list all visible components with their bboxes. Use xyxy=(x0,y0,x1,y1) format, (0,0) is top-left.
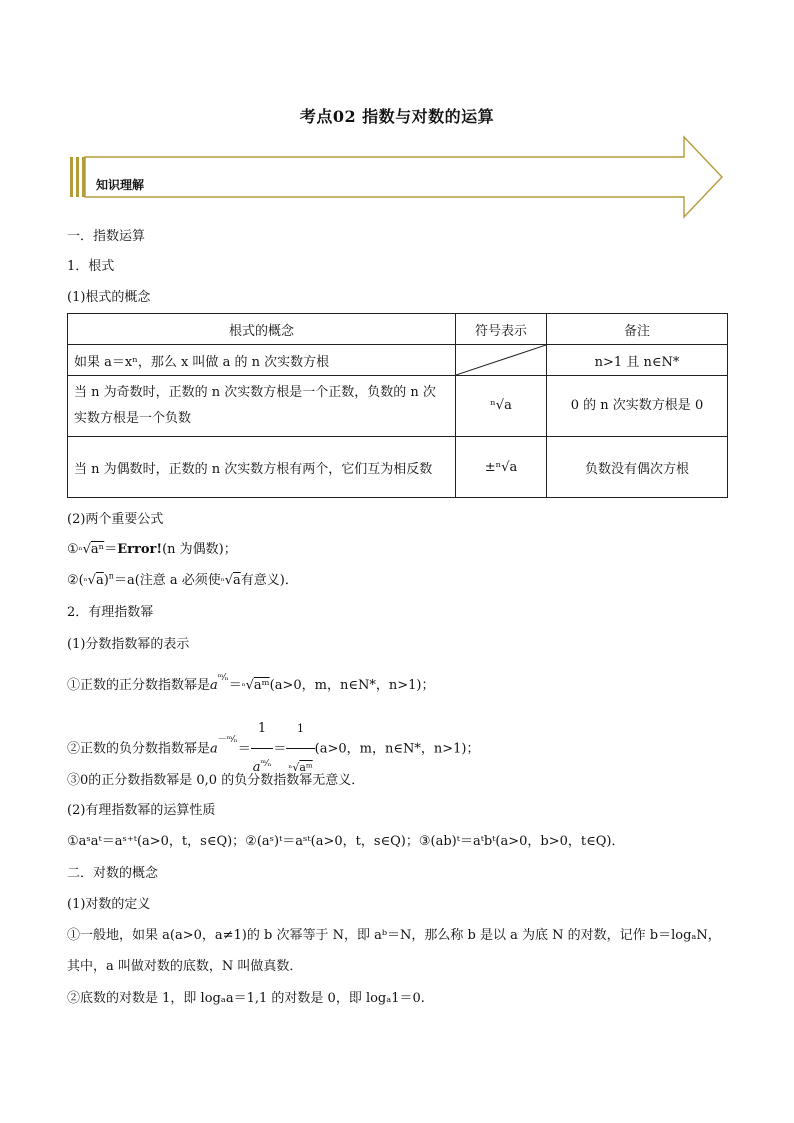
section-banner-arrow xyxy=(70,135,725,225)
radical-concept-table xyxy=(67,313,728,498)
error-text: Error! xyxy=(117,542,163,557)
table-header: 根式的概念 xyxy=(68,314,456,345)
zero-exp-note: ③0的正分数指数幂是 0,0 的负分数指数幂无意义． xyxy=(67,773,365,788)
log-definition-1b: 其中，a 叫做对数的底数，N 叫做真数． xyxy=(67,959,303,974)
formula-text: ①正数的正分数指数幂是 xyxy=(67,678,211,693)
formula-2: $②(^n√a)^n=a$(注意 a 必须使ⁿ√a有意义)． xyxy=(67,571,298,588)
formula-text: ②( xyxy=(67,573,84,588)
formula-text: ②正数的负分数指数幂是 xyxy=(67,741,211,757)
heading-log-definition: (1)对数的定义 xyxy=(67,897,151,912)
formula-text: ＝ xyxy=(104,542,118,557)
table-cell: 负数没有偶次方根 xyxy=(547,437,728,498)
heading-rational-exp: 2．有理指数幂 xyxy=(67,605,154,620)
table-cell: ±ⁿ√a xyxy=(456,437,547,498)
table-cell: n>1 且 n∈N* xyxy=(547,345,728,376)
heading-formulas: (2)两个重要公式 xyxy=(67,512,164,527)
cell-line: 实数方根是一个负数 xyxy=(74,411,192,426)
heading-exponent-ops: 一．指数运算 xyxy=(67,229,146,244)
empty-slash-cell xyxy=(456,345,547,376)
banner-label: 知识理解 xyxy=(96,178,145,192)
heading-log-concept: 二．对数的概念 xyxy=(67,866,159,881)
table-header: 符号表示 xyxy=(456,314,547,345)
formula-text: (a>0，m，n∈N*，n>1)； xyxy=(269,678,435,693)
frac-exp-positive: ①正数的正分数指数幂是$a^{ᵐ⁄_n}=^n√aᵐ(a>0$，m，n∈N*，n>1)； xyxy=(67,673,435,693)
table-cell: 当 n 为偶数时，正数的 n 次实数方根有两个，它们互为相反数 xyxy=(68,437,456,498)
log-definition-1: ①一般地，如果 a(a>0，a≠1)的 b 次幂等于 N，即 aᵇ＝N，那么称 b 是以 a 为底 N 的对数，记作 b＝logₐN， xyxy=(67,928,721,943)
exp-ops-rules: ①aˢaᵗ＝aˢ⁺ᵗ(a>0，t，s∈Q)；②(aˢ)ᵗ＝aˢᵗ(a>0，t，s∈Q)；③(ab)ᵗ＝aᵗbᵗ(a>0，b>0，t∈Q)． xyxy=(67,834,625,849)
table-row xyxy=(68,437,728,498)
heading-fraction-exp: (1)分数指数幂的表示 xyxy=(67,637,190,652)
table-cell xyxy=(68,376,456,437)
table-cell: 0 的 n 次实数方根是 0 xyxy=(547,376,728,437)
formula-1: ①ⁿ√aⁿ＝Error!(n 为偶数)； xyxy=(67,542,237,557)
heading-radical: 1．根式 xyxy=(67,259,115,274)
page-title: 考点02 指数与对数的运算 xyxy=(299,107,495,126)
table-row xyxy=(68,345,728,376)
heading-radical-concept: (1)根式的概念 xyxy=(67,290,151,305)
table-header: 备注 xyxy=(547,314,728,345)
formula-text: 有意义)． xyxy=(240,573,298,588)
frac-exp-negative: ②正数的负分数指数幂是$a^{-ᵐ⁄_n}=$ $\frac{1}{a^{ᵐ⁄_n}}$ ＝ $\frac{1}{\text{ⁿ√aᵐ}}$ (a>0，m，n∈N*，n>1)； xyxy=(67,710,479,788)
formula-text: ① xyxy=(67,542,79,557)
log-definition-2: ②底数的对数是 1，即 logₐa＝1,1 的对数是 0，即 logₐ1＝0. xyxy=(67,991,425,1006)
table-cell: ⁿ√a xyxy=(456,376,547,437)
formula-text: ＝a(注意 a 必须使 xyxy=(113,573,221,588)
cell-line: 当 n 为奇数时，正数的 n 次实数方根是一个正数，负数的 n 次 xyxy=(74,385,436,400)
formula-text: (n 为偶数)； xyxy=(162,542,237,557)
table-row xyxy=(68,376,728,437)
formula-text: (a>0，m，n∈N*，n>1)； xyxy=(314,741,480,757)
table-cell: 如果 a＝xⁿ，那么 x 叫做 a 的 n 次实数方根 xyxy=(68,345,456,376)
formula-text: ) xyxy=(103,573,109,588)
heading-exp-ops: (2)有理指数幂的运算性质 xyxy=(67,803,216,818)
